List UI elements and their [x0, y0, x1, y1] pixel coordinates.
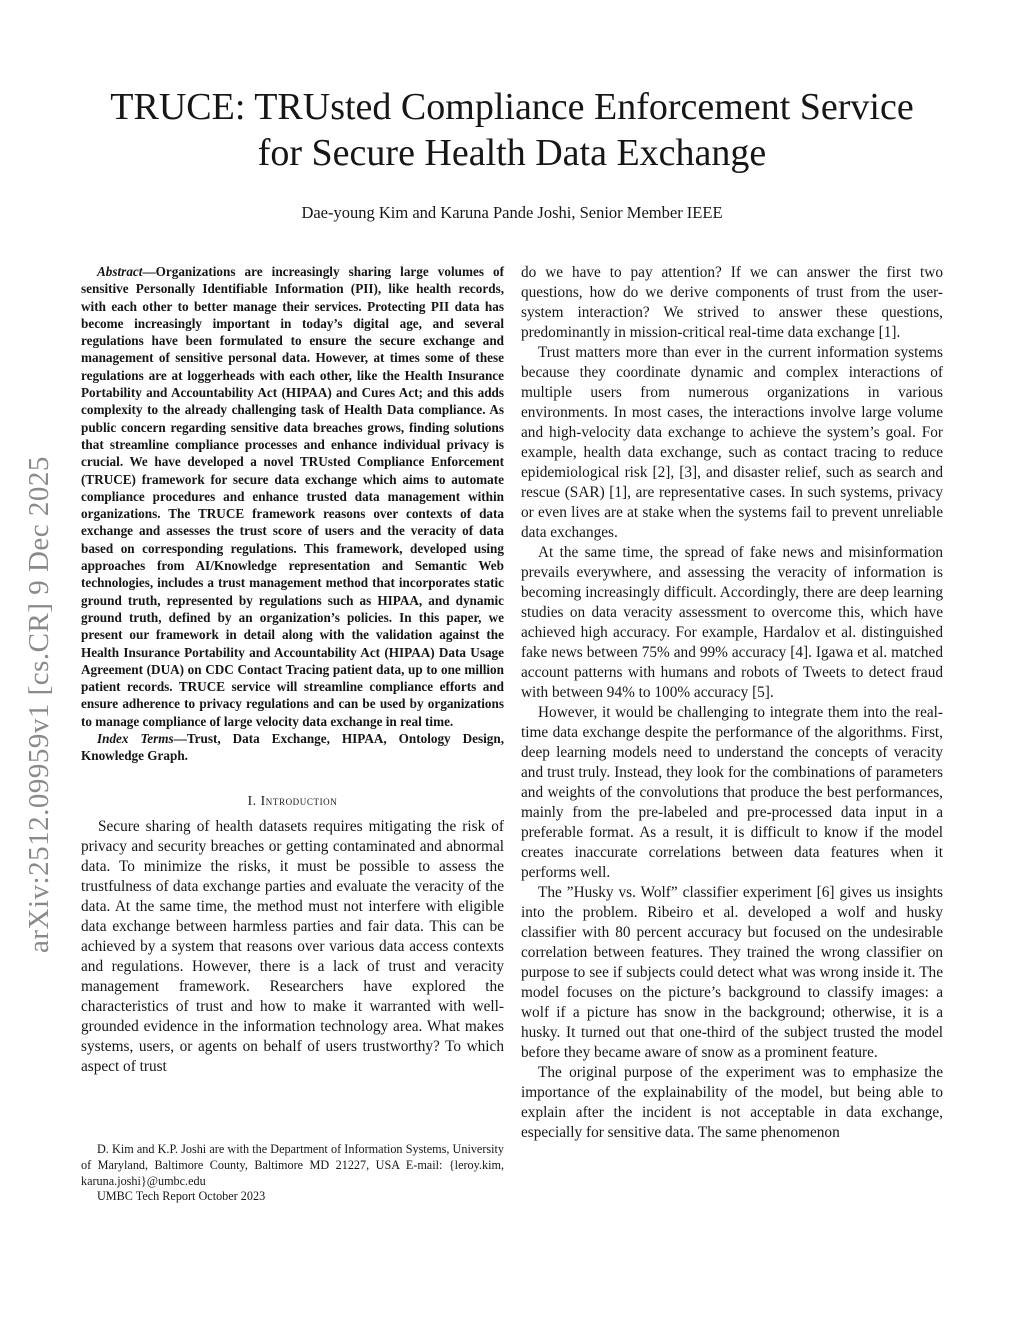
paper-title: [0, 84, 1024, 176]
abstract-paragraph: [81, 263, 504, 730]
index-terms-dash: —: [173, 731, 187, 747]
abstract-label: Abstract: [97, 264, 143, 279]
right-paragraph-1: do we have to pay attention? If we can answer the first two questions, how do we derive components of trust from the user-system interaction? We strived to answer these questions, predominantly in mission-critical real-time data exchange [1].: [521, 264, 943, 341]
index-terms-label: Index Terms: [97, 731, 174, 747]
index-terms-paragraph: [81, 730, 504, 765]
right-column: [521, 263, 943, 1143]
footnote-affiliation: D. Kim and K.P. Joshi are with the Department of Information Systems, University of Maryland, Baltimore County, Baltimore MD 21227, USA E-mail: {leroy.kim, karuna.joshi}@umbc.edu: [81, 1142, 504, 1188]
right-paragraph-6: The original purpose of the experiment was to emphasize the importance of the explainability of the model, but being able to explain after the incident is not acceptable in data exchange, especially for sensitive data. The same phenomenon: [521, 1064, 943, 1141]
footnote-report: UMBC Tech Report October 2023: [97, 1189, 266, 1204]
intro-left-body: [81, 817, 504, 1077]
intro-paragraph: Secure sharing of health datasets requires mitigating the risk of privacy and security breaches or getting contaminated and abnormal data. To minimize the risks, it must be possible to assess the trustfulness of data exchange parties and evaluate the veracity of the data. At the same time, the method must not interfere with eligible data exchange between harmless parties and fair data. This can be achieved by a system that reasons over various data access contexts and regulations. However, there is a lack of trust and veracity management framework. Researchers have explored the characteristics of trust and how to make it warranted with well-grounded evidence in the information technology area. What makes systems, users, or agents on behalf of users trustworthy? To which aspect of trust: [81, 817, 504, 1075]
right-paragraph-3: At the same time, the spread of fake news and misinformation prevails everywhere, and assessing the veracity of information is becoming increasingly difficult. Accordingly, there are deep learning studies on data veracity assessment to overcome this, which have achieved high accuracy. For example, Hardalov et al. distinguished fake news between 75% and 99% accuracy [4]. Igawa et al. matched account patterns with humans and robots of Tweets to detect fraud with between 94% to 100% accuracy [5].: [521, 544, 943, 701]
abstract-text: Organizations are increasingly sharing large volumes of sensitive Personally Identifiable Information (PII), like health records, with each other to better manage their services. Protecting PII data has become increasingly important in today’s digital age, and several regulations have been formulated to ensure the secure exchange and management of sensitive personal data. However, at times some of these regulations are at loggerheads with each other, like the Health Insurance Portability and Accountability Act (HIPAA) and Cures Act; and this adds complexity to the already challenging task of Health Data compliance. As public concern regarding sensitive data breaches grows, finding solutions that streamline compliance processes and enhance individual privacy is crucial. We have developed a novel TRUsted Compliance Enforcement (TRUCE) framework for secure data exchange which aims to automate compliance procedures and enhance trusted data management within organizations. The TRUCE framework reasons over contexts of data exchange and assesses the trust score of users and the veracity of data based on corresponding regulations. This framework, developed using approaches from AI/Knowledge representation and Semantic Web technologies, includes a trust management method that incorporates static ground truth, represented by regulations such as HIPAA, and dynamic ground truth, defined by an organization’s policies. In this paper, we present our framework in detail along with the validation against the Health Insurance Portability and Accountability Act (HIPAA) Data Usage Agreement (DUA) on CDC Contact Tracing patient data, up to one million patient records. TRUCE service will streamline compliance efforts and ensure adherence to privacy regulations and can be used by organizations to manage compliance of large velocity data exchange in real time.: [81, 264, 504, 729]
right-paragraph-5: The ”Husky vs. Wolf” classifier experiment [6] gives us insights into the problem. Ribeiro et al. developed a wolf and husky classifier with 80 percent accuracy but focused on the undesirable correlation between features. They trained the wrong classifier on purpose to see if subjects could detect what was wrong inside it. The model focuses on the picture’s background to classify images: a wolf if a picture has snow in the background; otherwise, it is a husky. It turned out that one-third of the subject trusted the model before they became aware of snow as a prominent feature.: [521, 884, 943, 1061]
arxiv-stamp[interactable]: arXiv:2512.09959v1 [cs.CR] 9 Dec 2025: [23, 456, 55, 953]
title-line-2: for Secure Health Data Exchange: [257, 132, 767, 174]
title-line-1: TRUCE: TRUsted Compliance Enforcement Service: [110, 86, 914, 128]
author-line: Dae-young Kim and Karuna Pande Joshi, Senior Member IEEE: [301, 203, 723, 222]
right-paragraph-2: Trust matters more than ever in the current information systems because they coordinate dynamic and complex interactions of multiple users from numerous organizations in various environments. In most cases, the interactions involve large volume and high-velocity data exchange to achieve the system’s goal. For example, health data exchange, such as contact tracing to reduce epidemiological risk [2], [3], and disaster relief, such as search and rescue (SAR) [1], are representative cases. In such systems, privacy or even lives are at stake when the systems fail to prevent unreliable data exchanges.: [521, 344, 943, 541]
right-paragraph-4: However, it would be challenging to integrate them into the real-time data exchange despite the performance of the algorithms. First, deep learning models need to understand the concepts of veracity and trust truly. Instead, they look for the combinations of parameters and weights of the convolutions that produce the best performances, mainly from the pre-labeled and pre-processed data input in a preferable format. As a result, it is difficult to know if the model creates inaccurate correlations between data features when it performs well.: [521, 704, 943, 881]
index-terms-text: Trust, Data Exchange, HIPAA, Ontology Design, Knowledge Graph.: [81, 731, 504, 764]
footnote-block: [81, 1142, 504, 1205]
abstract-block: [81, 263, 504, 765]
section-heading-introduction: I. Introduction: [247, 792, 338, 808]
left-column: [81, 263, 504, 1077]
abstract-dash: —: [142, 264, 156, 279]
